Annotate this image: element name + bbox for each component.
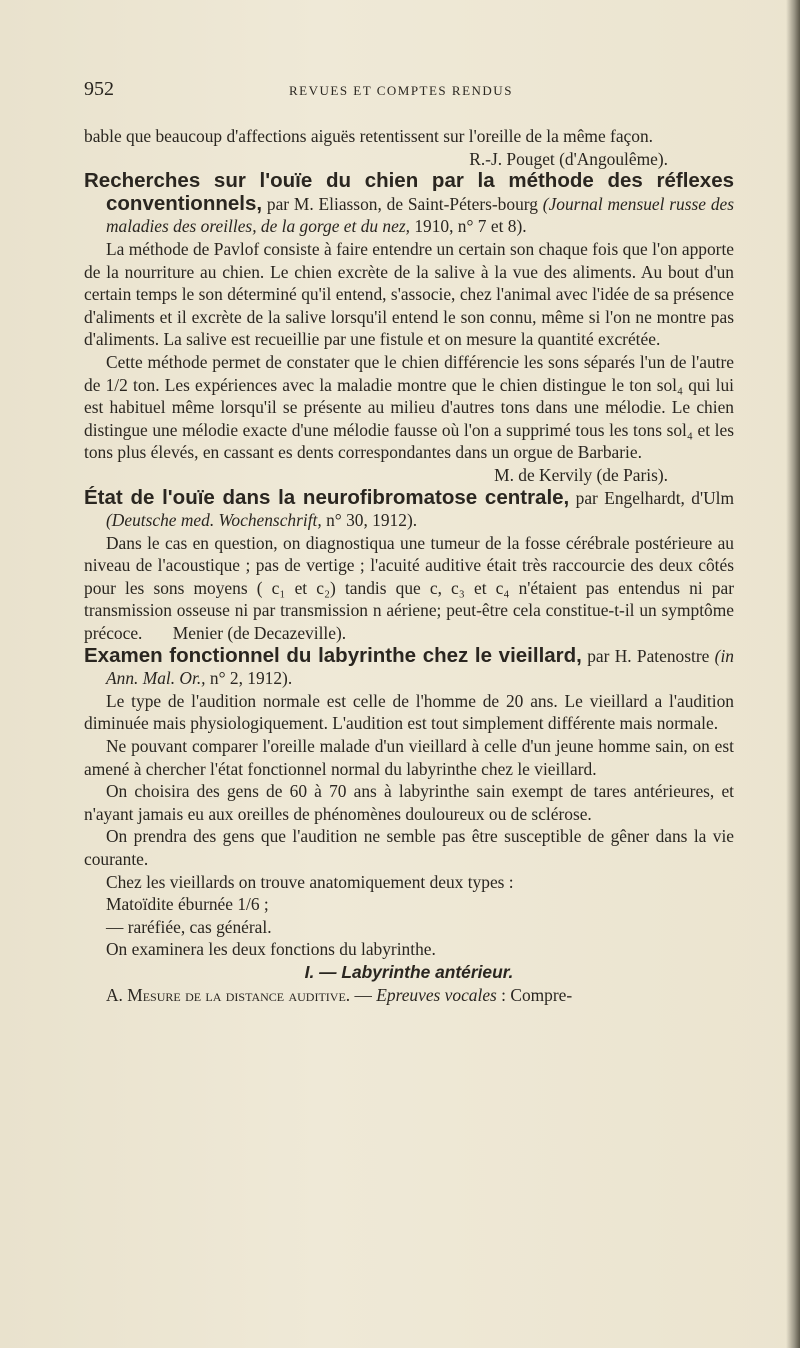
- article-date: n° 30, 1912).: [326, 510, 418, 531]
- article-heading: [84, 645, 734, 690]
- running-title: REVUES ET COMPTES RENDUS: [289, 83, 513, 98]
- section-heading: [84, 961, 734, 984]
- paragraph: — raréfiée, cas général.: [106, 916, 272, 937]
- page-header: [84, 78, 724, 104]
- article-title: Recherches sur l'ouïe du chien par la méthode des réflexes conventionnels,: [84, 169, 734, 215]
- article-source: (in Ann. Mal. Or.,: [106, 645, 734, 689]
- paragraph: Chez les vieillards on trouve anatomiquement deux types :: [106, 871, 514, 892]
- subsection-title: Epreuves vocales: [376, 984, 497, 1005]
- paragraph-text: : Compre-: [501, 984, 573, 1005]
- article-title: Examen fonctionnel du labyrinthe chez le vieillard,: [84, 643, 582, 667]
- article-author: par H. Patenostre: [587, 645, 710, 666]
- signature: M. de Kervily (de Paris).: [494, 464, 668, 485]
- paragraph: On examinera les deux fonctions du labyrinthe.: [106, 939, 436, 960]
- signature: Menier (de Decazeville).: [172, 623, 347, 644]
- section-title: I. — Labyrinthe antérieur.: [304, 961, 514, 982]
- paragraph: Matoïdite éburnée 1/6 ;: [106, 894, 269, 915]
- article-heading: [84, 487, 734, 532]
- body-text: [84, 125, 734, 1006]
- article-source: (Journal mensuel russe des maladies des oreilles, de la gorge et du nez,: [106, 193, 734, 237]
- paragraph: On prendra des gens que l'audition ne semble pas être susceptible de gêner dans la vie courante.: [84, 826, 734, 869]
- paragraph: Le type de l'audition normale est celle de l'homme de 20 ans. Le vieillard a l'audition diminuée mais physiologiquement. L'audition est tout simplement différente mais normale.: [84, 690, 734, 734]
- paragraph-text: Dans le cas en question, on diagnostiqua une tumeur de la fosse cérébrale postérieure au niveau de l'acoustique ; pas de vertige ; l'acuité auditive était très raccourcie des deux côtés pour les sons moyens ( c₁ et c₂) tandis que c, c₃ et c₄ n'étaient pas entendus ni par transmission osseuse ni par transmission n aériene; peut-être cela constitue-t-il un symptôme précoce.: [84, 532, 734, 644]
- paragraph: Ne pouvant comparer l'oreille malade d'un vieillard à celle d'un jeune homme sain, on est amené à chercher l'état fonctionnel normal du labyrinthe chez le vieillard.: [84, 736, 734, 779]
- article-date: n° 2, 1912).: [209, 668, 293, 689]
- signature: R.-J. Pouget (d'Angoulême).: [469, 148, 668, 169]
- paragraph: On choisira des gens de 60 à 70 ans à labyrinthe sain exempt de tares antérieures, et n'ayant jamais eu aux oreilles de phénomènes douloureux ou de sclérose.: [84, 781, 734, 824]
- article-heading: [84, 170, 734, 238]
- paragraph: [84, 984, 734, 1007]
- paragraph: La méthode de Pavlof consiste à faire entendre un certain son chaque fois que l'on apporte de la nourriture au chien. Le chien excrète de la salive à la vue des aliments. Au bout d'un certain temps le son déterminé qu'il entend, s'associe, chez l'animal avec l'idée de sa présence d'aliments et il excrète de la salive lorsqu'il entend le son connu, même si l'on ne montre pas d'aliments. La salive est recueillie par une fistule et on mesure la quantité excrétée.: [84, 238, 734, 350]
- article-title: État de l'ouïe dans la neurofibromatose centrale,: [84, 485, 570, 509]
- paragraph: bable que beaucoup d'affections aiguës retentissent sur l'oreille de la même façon.: [84, 126, 653, 146]
- page-number: 952: [84, 78, 114, 100]
- page-edge-shadow: [786, 0, 800, 1348]
- subsection-label: A. Mesure de la distance auditive.: [106, 984, 351, 1005]
- paragraph: Cette méthode permet de constater que le chien différencie les sons séparés l'un de l'autre de 1/2 ton. Les expériences avec la maladie montre que le chien distingue le ton sol₄ qui lui est habituel même lorsqu'il se présente au milieu d'autres tons dans une mélodie. Le chien distingue une mélodie exacte d'une mélodie fausse où l'on a supprimé tous les tons sol₄ et les tons plus élevés, en cassant es dents correspondantes dans un orgue de Barbarie.: [84, 351, 734, 463]
- article-author: par Engelhardt, d'Ulm: [575, 487, 734, 508]
- paragraph: [84, 532, 734, 645]
- article-date: 1910, n° 7 et 8).: [414, 216, 527, 237]
- article-author: par M. Eliasson, de Saint-Péters-bourg: [266, 193, 538, 214]
- dash: —: [354, 984, 372, 1005]
- article-source: (Deutsche med. Wochenschrift,: [106, 510, 322, 531]
